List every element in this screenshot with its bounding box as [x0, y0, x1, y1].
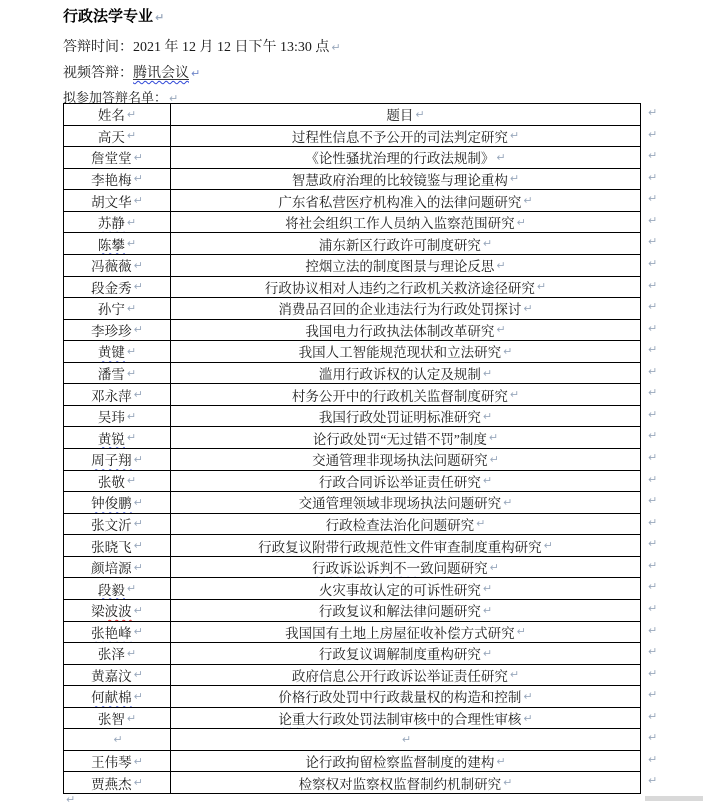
name-cell-text: 李艳梅 — [91, 172, 132, 188]
topic-cell — [171, 492, 641, 514]
table-row — [64, 729, 658, 751]
topic-cell — [171, 341, 641, 363]
video-defense-label: 视频答辩： — [63, 66, 133, 81]
table-row — [64, 708, 658, 730]
pilcrow-icon: ↵ — [126, 646, 137, 660]
pilcrow-icon: ↵ — [126, 237, 137, 251]
table-row — [64, 514, 658, 536]
topic-cell — [171, 384, 641, 406]
video-defense-line — [63, 62, 200, 82]
pilcrow-icon: ↵ — [648, 278, 658, 292]
table-row — [64, 471, 658, 493]
topic-cell-text: 我国行政处罚证明标准研究 — [318, 410, 481, 426]
topic-cell-text: 致问题研究 — [420, 561, 488, 577]
pilcrow-icon: ↵ — [648, 170, 658, 184]
topic-cell-text: 将社会组织工作人员纳入监察范围研究 — [285, 216, 515, 232]
pilcrow-icon: ↵ — [133, 172, 143, 186]
pilcrow-icon: ↵ — [133, 560, 143, 574]
pilcrow-icon: ↵ — [648, 106, 658, 119]
pilcrow-icon: ↵ — [648, 343, 658, 357]
topic-cell — [171, 665, 641, 687]
topic-cell — [171, 190, 641, 212]
name-cell-text: 波波 — [104, 604, 132, 620]
pilcrow-icon: ↵ — [496, 754, 506, 768]
topic-cell — [171, 686, 641, 708]
pilcrow-icon: ↵ — [496, 323, 506, 337]
name-cell — [64, 514, 171, 536]
pilcrow-icon: ↵ — [133, 452, 143, 466]
defense-time-text: 答辩时间：2021 年 12 月 12 日下午 13:30 点 — [63, 40, 330, 55]
topic-cell-text: 控烟立法的制度图景与理论反思 — [305, 259, 495, 275]
name-cell-text: 张晓飞 — [91, 539, 132, 555]
pilcrow-icon: ↵ — [133, 776, 143, 790]
name-cell — [64, 341, 171, 363]
pilcrow-icon: ↵ — [126, 431, 137, 445]
pilcrow-icon: ↵ — [648, 192, 658, 206]
topic-cell-text: 我国电力行政执法体制改革研究 — [305, 323, 495, 339]
pilcrow-icon: ↵ — [648, 580, 658, 594]
pilcrow-icon: ↵ — [648, 300, 658, 314]
defense-time-line — [63, 36, 341, 56]
name-cell-text: 贾燕杰 — [91, 776, 132, 792]
pilcrow-icon: ↵ — [648, 494, 658, 508]
topic-cell-text: 滥用行政诉权的认定及规制 — [318, 367, 481, 383]
pilcrow-icon: ↵ — [133, 517, 143, 531]
name-cell-text: 段毅 — [97, 582, 125, 598]
table-row — [64, 622, 658, 644]
name-cell-text: 冯薇薇 — [91, 259, 132, 275]
topic-cell-text: 我国国有土地上房屋征收补偿方式研究 — [285, 625, 515, 641]
pilcrow-icon: ↵ — [482, 409, 493, 423]
topic-cell — [171, 471, 641, 493]
pilcrow-icon: ↵ — [482, 237, 493, 251]
name-cell — [64, 708, 171, 730]
name-cell — [64, 772, 171, 794]
name-cell-text: 张艳峰 — [91, 625, 132, 641]
name-cell-text: 吴玮 — [97, 410, 125, 426]
table-row — [64, 363, 658, 385]
name-cell — [64, 384, 171, 406]
topic-cell-text: 交通管理非现场执法问题研究 — [312, 453, 488, 469]
pilcrow-icon: ↵ — [648, 623, 658, 637]
pilcrow-icon: ↵ — [648, 149, 658, 163]
table-row — [64, 147, 658, 169]
topic-cell-text: 广东省私营医疗机构准入的法律问题研究 — [278, 194, 522, 210]
name-cell-text: 何献棉 — [91, 690, 132, 706]
pilcrow-icon: ↵ — [133, 150, 143, 164]
topic-cell — [171, 708, 641, 730]
topic-cell-text: 行政检查法治化问题研究 — [325, 517, 475, 533]
pilcrow-icon: ↵ — [648, 731, 658, 745]
pilcrow-icon: ↵ — [496, 150, 506, 164]
topic-cell-text: 行政协议相对人违约之行政机关救济途径研究 — [264, 280, 535, 296]
pilcrow-icon: ↵ — [648, 472, 658, 486]
table-row — [64, 190, 658, 212]
pilcrow-icon: ↵ — [476, 517, 486, 531]
name-cell-text: 苏静 — [97, 216, 125, 232]
topic-cell-text: 智慧政府治理的比较镜鉴与理论重构 — [291, 172, 508, 188]
pilcrow-icon: ↵ — [126, 366, 137, 380]
topic-cell — [171, 212, 641, 234]
topic-cell — [171, 427, 641, 449]
pilcrow-icon: ↵ — [126, 344, 137, 358]
topic-cell-text: 检察权对监察权监督制约机制研究 — [298, 776, 502, 792]
topic-cell — [171, 643, 641, 665]
topic-cell — [171, 772, 641, 794]
name-cell-text: 胡文华 — [91, 194, 132, 210]
topic-cell-text: 村务公开中的行政机关监督制度研究 — [291, 388, 508, 404]
name-cell — [64, 212, 171, 234]
name-cell-text: 颜培源 — [91, 561, 132, 577]
topic-cell-text: 过程性信息不予公开的司法判定研究 — [291, 129, 508, 145]
pilcrow-icon: ↵ — [488, 431, 499, 445]
pilcrow-icon: ↵ — [482, 474, 493, 488]
topic-cell — [171, 751, 641, 773]
pilcrow-icon: ↵ — [509, 388, 520, 402]
topic-cell-text: 我国人工智能规范现状和立法研究 — [298, 345, 502, 361]
name-cell-text: 张敬 — [97, 474, 125, 490]
table-row — [64, 578, 658, 600]
name-cell-text: 黄嘉汶 — [91, 668, 132, 684]
name-cell — [64, 557, 171, 579]
topic-header-text: 题目 — [386, 108, 414, 124]
table-row — [64, 320, 658, 342]
pilcrow-icon: ↵ — [648, 364, 658, 378]
name-cell-text: 陈攀 — [97, 237, 125, 253]
name-cell-text: 黄锐 — [97, 431, 125, 447]
pilcrow-icon: ↵ — [133, 539, 143, 553]
pilcrow-icon: ↵ — [648, 537, 658, 551]
name-cell — [64, 406, 171, 428]
table-row — [64, 169, 658, 191]
pilcrow-icon: ↵ — [648, 256, 658, 270]
name-cell — [64, 578, 171, 600]
pilcrow-icon: ↵ — [331, 41, 341, 54]
topic-cell-text: 论行政处罚“无过错不罚”制度 — [312, 431, 487, 447]
page-title — [63, 5, 164, 26]
topic-cell — [171, 600, 641, 622]
pilcrow-icon: ↵ — [133, 689, 143, 703]
pilcrow-icon: ↵ — [509, 172, 520, 186]
name-cell-text: 黄键 — [97, 345, 125, 361]
pilcrow-icon: ↵ — [648, 688, 658, 702]
table-row — [64, 298, 658, 320]
topic-cell — [171, 169, 641, 191]
name-cell — [64, 643, 171, 665]
name-cell-text: 周子翔 — [91, 453, 132, 469]
name-cell-text: 张泽 — [97, 647, 125, 663]
pilcrow-icon: ↵ — [648, 127, 658, 141]
topic-cell — [171, 147, 641, 169]
name-cell — [64, 147, 171, 169]
pilcrow-icon: ↵ — [113, 733, 123, 747]
pilcrow-icon: ↵ — [523, 689, 533, 703]
table-row — [64, 233, 658, 255]
topic-column-header — [171, 104, 641, 126]
pilcrow-icon: ↵ — [523, 711, 533, 725]
name-cell — [64, 751, 171, 773]
pilcrow-icon: ↵ — [133, 668, 143, 682]
name-cell — [64, 363, 171, 385]
topic-cell — [171, 514, 641, 536]
pilcrow-icon: ↵ — [133, 323, 143, 337]
pilcrow-icon: ↵ — [648, 645, 658, 659]
topic-cell — [171, 298, 641, 320]
table-row — [64, 557, 658, 579]
page-title-text: 行政法学专业 — [63, 9, 154, 25]
pilcrow-icon: ↵ — [155, 11, 165, 24]
table-row — [64, 277, 658, 299]
topic-cell-text: 火灾事故认定的可诉性研究 — [318, 582, 481, 598]
topic-cell — [171, 729, 641, 751]
name-cell — [64, 471, 171, 493]
pilcrow-icon: ↵ — [648, 601, 658, 615]
topic-cell-text: 《论性骚扰治理的行政法规制》 — [305, 151, 495, 167]
name-cell — [64, 190, 171, 212]
pilcrow-icon: ↵ — [523, 301, 533, 315]
topic-cell — [171, 449, 641, 471]
topic-cell — [171, 578, 641, 600]
pilcrow-icon: ↵ — [648, 709, 658, 723]
pilcrow-icon: ↵ — [648, 407, 658, 421]
pilcrow-icon: ↵ — [482, 646, 493, 660]
pilcrow-icon: ↵ — [126, 582, 137, 596]
pilcrow-icon: ↵ — [169, 92, 179, 105]
topic-cell-text: 行政处罚法制审核中的合理性审核 — [318, 712, 522, 728]
topic-cell — [171, 406, 641, 428]
pilcrow-icon: ↵ — [496, 258, 506, 272]
name-cell — [64, 277, 171, 299]
table-row — [64, 212, 658, 234]
topic-cell-text: 价格行政处罚中行政裁量权的构造和控制 — [278, 690, 522, 706]
table-row — [64, 384, 658, 406]
defense-table — [63, 103, 658, 794]
name-cell-text: 詹堂堂 — [91, 151, 132, 167]
pilcrow-icon: ↵ — [503, 344, 513, 358]
pilcrow-icon: ↵ — [648, 235, 658, 249]
pilcrow-icon: ↵ — [503, 776, 513, 790]
table-row — [64, 255, 658, 277]
pilcrow-icon: ↵ — [536, 280, 547, 294]
name-cell-text: 段金秀 — [91, 280, 132, 296]
table-row — [64, 492, 658, 514]
name-cell — [64, 665, 171, 687]
table-row — [64, 772, 658, 794]
pilcrow-icon: ↵ — [133, 625, 143, 639]
topic-cell — [171, 233, 641, 255]
tencent-meeting-link[interactable]: 腾讯会议 — [133, 66, 189, 81]
topic-cell — [171, 320, 641, 342]
topic-cell — [171, 557, 641, 579]
pilcrow-icon: ↵ — [126, 215, 137, 229]
pilcrow-icon: ↵ — [133, 280, 143, 294]
pilcrow-icon: ↵ — [503, 495, 513, 509]
name-cell-text: 王伟琴 — [91, 755, 132, 771]
name-cell-text: 邓永萍 — [91, 388, 132, 404]
topic-cell-text: 浦东新区行政许可制度研究 — [318, 237, 481, 253]
pilcrow-icon: ↵ — [489, 560, 499, 574]
table-row — [64, 427, 658, 449]
name-cell — [64, 600, 171, 622]
topic-cell-text: 行政合同诉讼举证责任研究 — [318, 474, 481, 490]
name-cell — [64, 233, 171, 255]
name-cell-text: 潘雪 — [97, 367, 125, 383]
pilcrow-icon: ↵ — [648, 386, 658, 400]
name-header-text: 姓名 — [97, 108, 125, 124]
pilcrow-icon: ↵ — [126, 301, 137, 315]
topic-cell — [171, 255, 641, 277]
topic-cell — [171, 535, 641, 557]
name-cell-text: 孙宁 — [97, 302, 125, 318]
topic-cell — [171, 126, 641, 148]
name-cell-text: 李珍 — [91, 323, 119, 339]
table-row — [64, 600, 658, 622]
name-cell — [64, 492, 171, 514]
name-cell-text: 高天 — [97, 129, 125, 145]
topic-cell — [171, 622, 641, 644]
topic-cell-text: 行政复议调解制度重构研究 — [318, 647, 481, 663]
pilcrow-icon: ↵ — [648, 515, 658, 529]
topic-cell-text: 交通管理领域非现场执法问题研究 — [298, 496, 502, 512]
name-cell — [64, 427, 171, 449]
pilcrow-icon: ↵ — [126, 711, 137, 725]
pilcrow-icon: ↵ — [133, 258, 143, 272]
name-cell — [64, 255, 171, 277]
table-header-row — [64, 104, 658, 126]
defense-table-body — [64, 126, 658, 794]
pilcrow-icon: ↵ — [543, 539, 553, 553]
pilcrow-icon: ↵ — [133, 194, 143, 208]
scrollbar-corner[interactable] — [645, 796, 703, 801]
pilcrow-icon: ↵ — [133, 495, 143, 509]
pilcrow-icon: ↵ — [509, 129, 520, 143]
table-row — [64, 751, 658, 773]
name-cell — [64, 449, 171, 471]
table-row — [64, 406, 658, 428]
name-cell — [64, 535, 171, 557]
pilcrow-icon: ↵ — [482, 366, 493, 380]
name-cell — [64, 622, 171, 644]
pilcrow-icon: ↵ — [648, 752, 658, 766]
topic-cell-text: 行政复议和解法律问题研究 — [318, 604, 481, 620]
pilcrow-icon: ↵ — [66, 793, 76, 806]
topic-cell-text: 消费品召回的企业违法行为行政处罚探讨 — [278, 302, 522, 318]
name-cell-text: 张智 — [97, 712, 125, 728]
pilcrow-icon: ↵ — [191, 67, 201, 80]
pilcrow-icon: ↵ — [126, 129, 137, 143]
topic-cell-text: 论重大 — [278, 712, 319, 728]
pilcrow-icon: ↵ — [648, 213, 658, 227]
pilcrow-icon: ↵ — [401, 733, 412, 747]
pilcrow-icon: ↵ — [489, 452, 499, 466]
table-row — [64, 341, 658, 363]
pilcrow-icon: ↵ — [516, 215, 526, 229]
pilcrow-icon: ↵ — [509, 668, 520, 682]
pilcrow-icon: ↵ — [648, 558, 658, 572]
table-row — [64, 686, 658, 708]
name-cell — [64, 169, 171, 191]
table-row — [64, 665, 658, 687]
name-cell — [64, 298, 171, 320]
name-cell-text: 钟俊鹏 — [91, 496, 132, 512]
pilcrow-icon: ↵ — [133, 388, 143, 402]
pilcrow-icon: ↵ — [523, 194, 533, 208]
pilcrow-icon: ↵ — [482, 603, 493, 617]
topic-cell-text: 政府信息公开行政诉讼举证责任研究 — [291, 668, 508, 684]
pilcrow-icon: ↵ — [126, 107, 137, 121]
pilcrow-icon: ↵ — [648, 774, 658, 788]
topic-cell-text: 论行政拘留检察监督制度的建构 — [305, 755, 495, 771]
table-row — [64, 126, 658, 148]
table-row — [64, 643, 658, 665]
pilcrow-icon: ↵ — [415, 107, 425, 121]
pilcrow-icon: ↵ — [648, 451, 658, 464]
pilcrow-icon: ↵ — [133, 603, 143, 617]
name-cell-text: 张文沂 — [91, 517, 132, 533]
pilcrow-icon: ↵ — [133, 754, 143, 768]
name-cell-text: 珍 — [118, 323, 132, 339]
topic-cell-text: 行政诉讼诉判不一 — [312, 561, 421, 577]
pilcrow-icon: ↵ — [516, 625, 526, 639]
table-row — [64, 535, 658, 557]
pilcrow-icon: ↵ — [126, 474, 137, 488]
name-cell — [64, 126, 171, 148]
name-cell — [64, 320, 171, 342]
table-row — [64, 449, 658, 471]
name-cell — [64, 729, 171, 751]
pilcrow-icon: ↵ — [482, 582, 493, 596]
list-label-text: 拟参加答辩名单： — [63, 90, 168, 105]
name-column-header — [64, 104, 171, 126]
name-cell-text: 梁 — [91, 604, 105, 620]
name-cell — [64, 686, 171, 708]
pilcrow-icon: ↵ — [126, 409, 137, 423]
topic-cell — [171, 277, 641, 299]
topic-cell — [171, 363, 641, 385]
topic-cell-text: 行政复议附带行政规范性文件审查制度重构研究 — [258, 539, 542, 555]
video-link-wrap — [133, 66, 189, 81]
pilcrow-icon: ↵ — [648, 429, 658, 443]
pilcrow-icon: ↵ — [648, 321, 658, 335]
pilcrow-icon: ↵ — [648, 666, 658, 680]
